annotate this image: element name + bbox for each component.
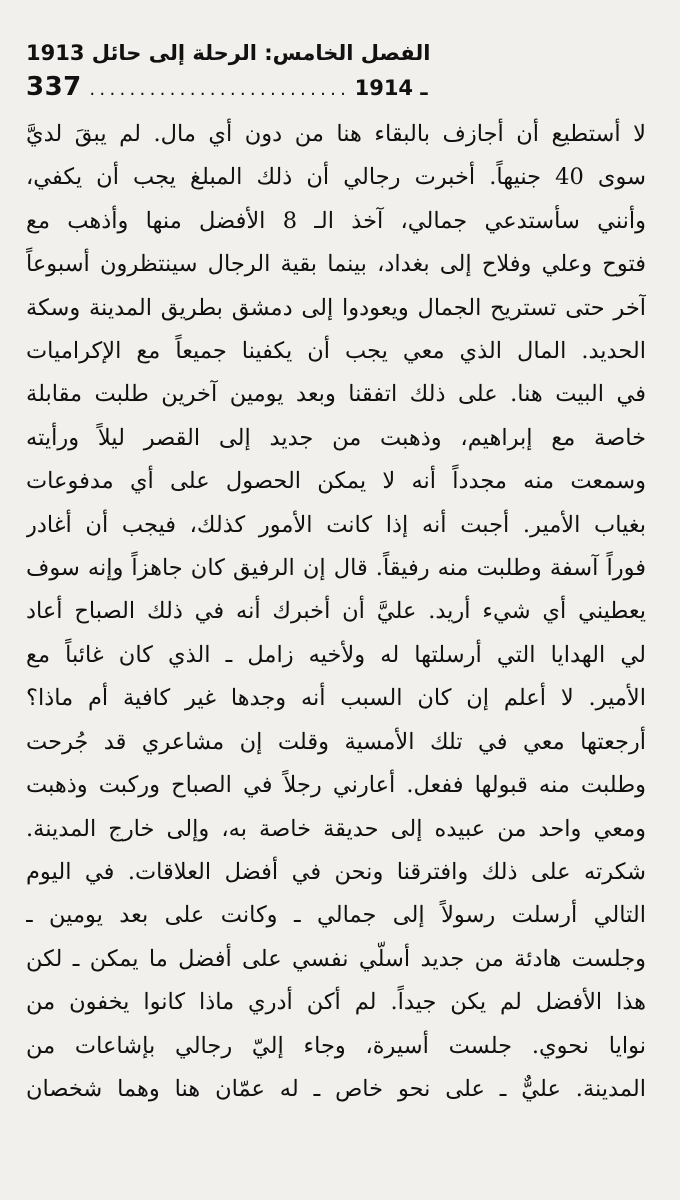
text-line: وطلبت منه قبولها ففعل. أعارني رجلاً في الصباح وركبت وذهبت bbox=[26, 772, 646, 799]
text-line: شكرته على ذلك وافترقنا ونحن في أفضل العلاقات. في اليوم bbox=[26, 858, 646, 885]
text-line: ومعي واحد من عبيده إلى حديقة خاصة به، وإلى خارج المدينة. bbox=[26, 815, 646, 842]
text-line: آخر حتى تستريح الجمال ويعودوا إلى دمشق بطريق المدينة وسكة bbox=[26, 294, 646, 321]
text-line: لا أستطيع أن أجازف بالبقاء هنا من دون أي مال. لم يبقَ لديَّ bbox=[26, 121, 646, 147]
text-line: هذا الأفضل لم يكن جيداً. لم أكن أدري ماذا كانوا يخفون من bbox=[26, 989, 646, 1016]
chapter-title-text: الفصل الخامس: الرحلة إلى حائل 1913 bbox=[26, 41, 431, 65]
page-number: 337 bbox=[26, 72, 82, 102]
body-text bbox=[26, 113, 646, 1111]
text-line: وأنني سأستدعي جمالي، آخذ الـ 8 الأفضل منها وأذهب مع bbox=[26, 207, 646, 234]
text-line: في البيت هنا. على ذلك اتفقنا وبعد يومين آخرين طلبت مقابلة bbox=[26, 381, 646, 408]
text-line: فتوح وعلي وفلاح إلى بغداد، بينما بقية الرجال سينتظرون أسبوعاً bbox=[26, 251, 646, 278]
text-line: التالي أرسلت رسولاً إلى جمالي ـ وكانت على بعد يومين ـ bbox=[26, 902, 646, 929]
text-line: الحديد. المال الذي معي يجب أن يكفينا جميعاً مع الإكراميات bbox=[26, 338, 646, 365]
text-line: بغياب الأمير. أجبت أنه إذا كانت الأمور كذلك، فيجب أن أغادر bbox=[26, 511, 646, 538]
dot-leader: .......................... bbox=[87, 81, 349, 99]
text-line: خاصة مع إبراهيم، وذهبت من جديد إلى القصر ليلاً ورأيته bbox=[26, 424, 646, 451]
text-line: فوراً آسفة وطلبت منه رفيقاً. قال إن الرفيق كان جاهزاً وإنه سوف bbox=[26, 555, 646, 582]
chapter-year-dash: ـ bbox=[420, 76, 428, 100]
text-line: لي الهدايا التي أرسلتها له ولأخيه زامل ـ الذي كان غائباً مع bbox=[26, 641, 646, 668]
text-line: نوايا نحوي. جلست أسيرة، وجاء إليّ رجالي بإشاعات من bbox=[26, 1032, 646, 1059]
text-line: المدينة. عليٌّ ـ على نحو خاص ـ له عمّان هنا وهما شخصان bbox=[26, 1075, 646, 1102]
text-line: يعطيني أي شيء أريد. عليَّ أن أخبرك أنه في ذلك الصباح أعاد bbox=[26, 598, 646, 625]
chapter-title bbox=[26, 38, 430, 68]
text-line: سوى 40 جنيهاً. أخبرت رجالي أن ذلك المبلغ يجب أن يكفي، bbox=[26, 164, 646, 191]
text-line: وسمعت منه مجدداً أنه لا يمكن الحصول على أي مدفوعات bbox=[26, 468, 646, 495]
text-line: وجلست هادئة من جديد أسلّي نفسي على أفضل ما يمكن ـ لكن bbox=[26, 945, 646, 972]
text-line: أرجعتها معي في تلك الأمسية وقلت إن مشاعري قد جُرحت bbox=[26, 728, 646, 755]
running-head bbox=[26, 38, 646, 105]
chapter-year-end-value: 1914 bbox=[354, 76, 414, 100]
page-number-line bbox=[26, 70, 646, 105]
text-line: الأمير. لا أعلم إن كان السبب أنه وجدها غير كافية أم ماذا؟ bbox=[26, 685, 646, 712]
chapter-year-end bbox=[355, 73, 428, 103]
